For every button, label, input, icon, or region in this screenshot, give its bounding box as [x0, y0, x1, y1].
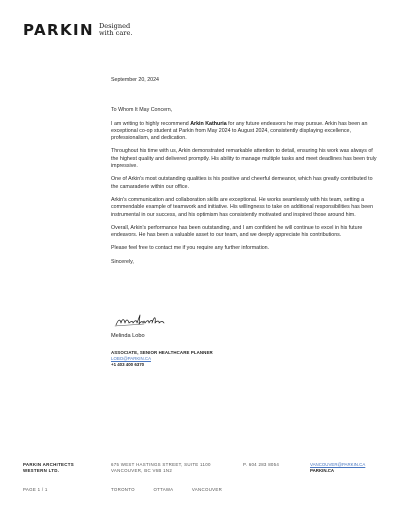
paragraph-4: Arkin's communication and collaboration skills are exceptional. He works seamlessly with his team, setting a commendable example of teamwork and initiative. His willingness to take on additional responsibilities has been instrumental in our success, and his optimism has consistently motivated and inspired those around him. [111, 196, 374, 218]
footer-address [111, 462, 211, 474]
footer-address-line-1: 675 WEST HASTINGS STREET, SUITE 1100 [111, 462, 211, 467]
paragraph-1-end: for any future endeavors he may pursue. Arkin has been an exceptional co-op student at Parkin from May 2024 to August 2024, consistently displaying excellence, professionalism, and dedication. [111, 120, 368, 142]
company-tagline [99, 23, 133, 38]
signer-title: ASSOCIATE, SENIOR HEALTHCARE PLANNER [111, 350, 213, 355]
candidate-name: Arkin Kathuria [190, 120, 227, 127]
tagline-line-1: Designed [98, 22, 131, 30]
footer-address-line-2: VANCOUVER, BC V6B 1N2 [111, 468, 173, 473]
footer-email-link[interactable]: VANCOUVER@PARKIN.CA [310, 462, 366, 467]
footer-phone: P. 604 283 8054 [243, 462, 280, 467]
tagline-line-2: with care. [98, 29, 133, 38]
company-logo: PARKIN [23, 21, 94, 39]
footer-company-line-1: PARKIN ARCHITECTS [23, 462, 74, 467]
letter-body [111, 77, 379, 266]
city-ottawa: OTTAWA [153, 487, 174, 492]
paragraph-2: Throughout his time with us, Arkin demonstrated remarkable attention to detail, ensuring his work was always of the highest quality and delivered promptly. His ability to manage multiple tasks and meet deadlines has been truly impressive. [111, 148, 377, 170]
footer-website-link[interactable]: PARKIN.CA [310, 468, 335, 473]
page-number: PAGE 1 / 1 [23, 487, 48, 492]
city-vancouver: VANCOUVER [191, 487, 223, 492]
paragraph-6: Please feel free to contact me if you require any further information. [111, 245, 270, 252]
paragraph-1-start: I am writing to highly recommend [111, 120, 191, 127]
paragraph-3: One of Arkin's most outstanding qualities is his positive and cheerful demeanor, which has greatly contributed to the camaraderie within our office. [111, 176, 373, 190]
city-toronto: TORONTO [111, 487, 135, 492]
footer-company [23, 462, 74, 474]
paragraph-5: Overall, Arkin's performance has been outstanding, and I am confident he will continue to excel in his future endeavors. He has been a valuable asset to our team, and we deeply appreciate his contributions. [111, 224, 363, 239]
handwritten-signature [114, 310, 174, 330]
paragraph-1 [111, 121, 379, 143]
closing: Sincerely, [111, 258, 134, 265]
signer-phone: +1 403 400 6370 [111, 362, 145, 367]
footer-contact [310, 462, 365, 474]
office-cities [111, 487, 239, 493]
letterhead [23, 22, 132, 39]
signer-email-link[interactable]: LOBO@PARKIN.CA [111, 356, 151, 361]
signer-name: Melinda Lobo [111, 333, 145, 339]
footer-company-line-2: WESTERN LTD. [23, 468, 60, 473]
letter-date: September 20, 2024 [111, 77, 160, 83]
salutation: To Whom It May Concern, [111, 107, 173, 114]
